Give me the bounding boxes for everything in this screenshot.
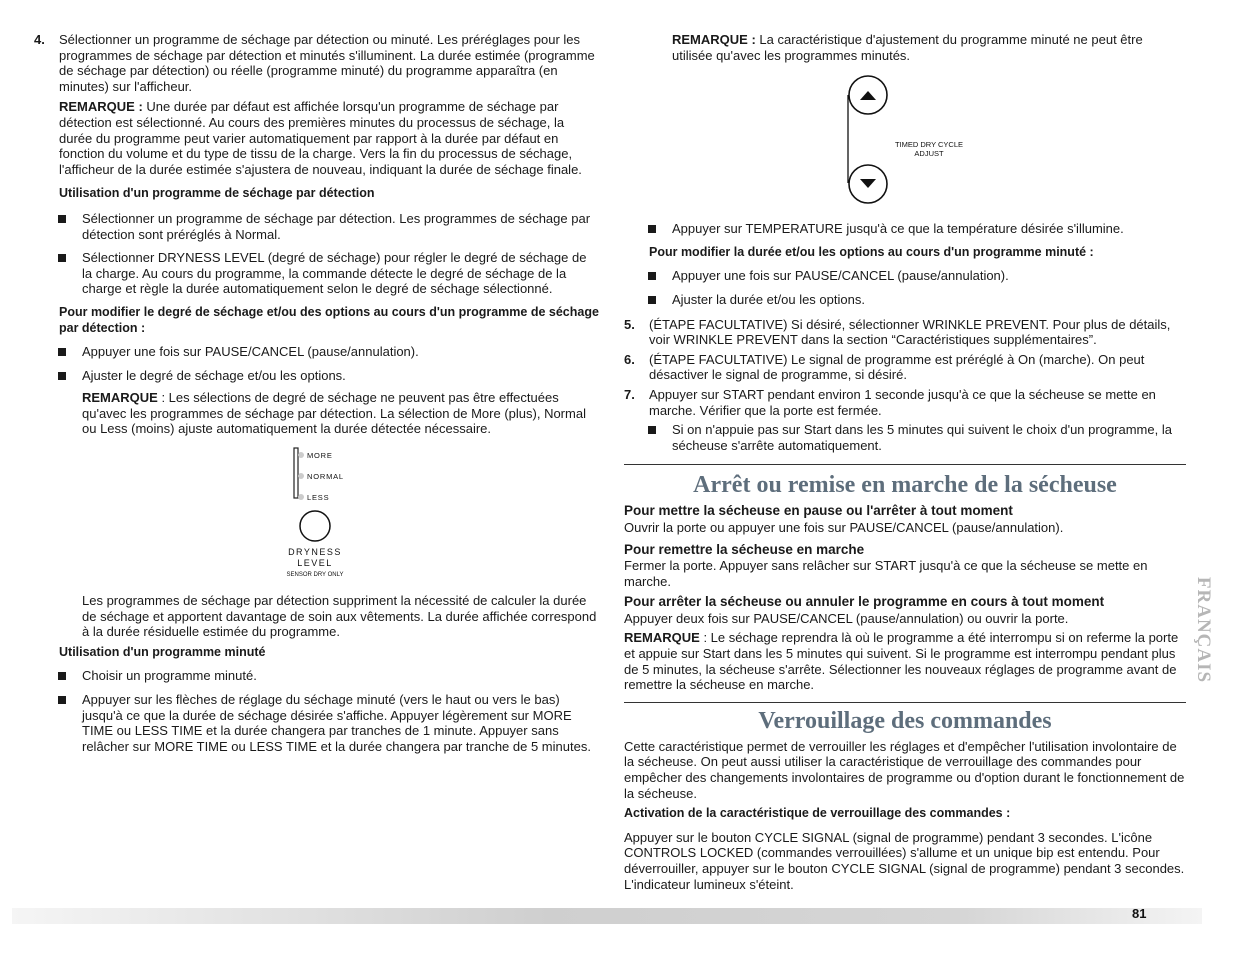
list-item: Appuyer sur TEMPERATURE jusqu'à ce que la température désirée s'illumine. xyxy=(624,221,1186,237)
stop-heading: Pour arrêter la sécheuse ou annuler le programme en cours à tout moment xyxy=(624,594,1105,610)
option-less: LESS xyxy=(307,493,330,503)
option-normal: NORMAL xyxy=(307,472,344,482)
step-6 xyxy=(624,352,1186,383)
footer-bar xyxy=(12,908,1202,924)
led-less xyxy=(298,494,304,500)
note-label: REMARQUE xyxy=(82,390,158,406)
step-text: Appuyer sur START pendant environ 1 seconde jusqu'à ce que la sécheuse se mette en marche. Vérifier que la porte est fermée. xyxy=(649,386,1156,418)
note-text: La caractéristique d'ajustement du programme minuté ne peut être utilisée qu'avec les programmes minutés. xyxy=(672,32,1143,63)
step-number: 4. xyxy=(34,32,45,47)
timed-adjust-figure xyxy=(624,67,1186,217)
step-number: 6. xyxy=(624,351,635,367)
section-rule xyxy=(624,464,1186,465)
modify-timed-heading: Pour modifier la durée et/ou les options au cours d'un programme minuté : xyxy=(649,244,1094,259)
option-more: MORE xyxy=(307,451,333,461)
timed-heading: Utilisation d'un programme minuté xyxy=(59,644,266,659)
led-normal xyxy=(298,473,304,479)
note-paragraph xyxy=(59,99,599,177)
list-item: Sélectionner un programme de séchage par détection. Les programmes de séchage par détection sont préréglés à Normal. xyxy=(34,211,599,242)
page-number: 81 xyxy=(1132,906,1147,921)
dryness-level-button[interactable] xyxy=(300,511,330,541)
led-more xyxy=(298,452,304,458)
note-label: REMARQUE : xyxy=(59,99,143,115)
lock-text: Appuyer sur le bouton CYCLE SIGNAL (signal de programme) pendant 3 secondes. L'icône CONTROLS LOCKED (commandes verrouillées) s'allume et un unique bip est entendu. Pour déverrouiller, appuyer sur le bouton CYCLE SIGNAL (signal de programme) pendant 3 secondes. L'indicateur lumineux s'éteint. xyxy=(624,829,1185,892)
list-item: Si on n'appuie pas sur Start dans les 5 minutes qui suivent le choix d'un programme, la sécheuse s'arrête automatiquement. xyxy=(624,422,1186,453)
step-5 xyxy=(624,317,1186,348)
stop-text: Appuyer deux fois sur PAUSE/CANCEL (pause/annulation) ou ouvrir la porte. xyxy=(624,610,1069,626)
dryness-bracket xyxy=(294,448,298,498)
step-number: 5. xyxy=(624,316,635,332)
button-label-dryness: DRYNESS xyxy=(288,547,342,558)
left-column xyxy=(34,32,599,754)
timed-label-1: TIMED DRY CYCLE xyxy=(894,140,964,150)
right-column xyxy=(624,32,1186,892)
step-7 xyxy=(624,387,1186,418)
pause-text: Ouvrir la porte ou appuyer une fois sur PAUSE/CANCEL (pause/annulation). xyxy=(624,519,1064,535)
button-sub-label: SENSOR DRY ONLY xyxy=(286,572,344,579)
button-label-level: LEVEL xyxy=(297,558,333,569)
section-title-stop-restart: Arrêt ou remise en marche de la sécheuse xyxy=(693,472,1117,499)
sensor-heading: Utilisation d'un programme de séchage par détection xyxy=(59,186,375,201)
sensor-paragraph: Les programmes de séchage par détection suppriment la nécessité de calculer la durée de séchage et apportent davantage de soin aux vêtements. La durée affichée correspond à la durée résiduelle estimée du programme. xyxy=(82,593,597,640)
pause-heading: Pour mettre la sécheuse en pause ou l'arrêter à tout moment xyxy=(624,503,1013,519)
step-number: 7. xyxy=(624,386,635,402)
lock-heading: Activation de la caractéristique de verrouillage des commandes : xyxy=(624,806,1011,821)
note-label: REMARQUE : xyxy=(672,32,756,47)
note-paragraph xyxy=(624,32,1186,63)
list-item: Ajuster le degré de séchage et/ou les options. xyxy=(34,368,599,384)
dryness-level-figure xyxy=(34,445,599,585)
step-text: (ÉTAPE FACULTATIVE) Si désiré, sélectionner WRINKLE PREVENT. Pour plus de détails, voir WRINKLE PREVENT dans la section “Caractéristiques supplémentaires”. xyxy=(649,316,1171,348)
restart-text: Fermer la porte. Appuyer sans relâcher sur START jusqu'à ce que la sécheuse se mette en marche. xyxy=(624,558,1148,589)
list-item: Appuyer une fois sur PAUSE/CANCEL (pause/annulation). xyxy=(34,344,599,360)
dryness-level-diagram xyxy=(34,445,599,585)
note-text: : Le séchage reprendra là où le programme a été interrompu si on referme la porte et appuie sur Start dans les 5 minutes qui suivent. Si le programme est interrompu pendant plus de 5 minutes, la sécheuse s'arrête. Sélectionner les nouveaux réglages de programme avant de remettre la sécheuse en marche. xyxy=(624,630,1179,693)
list-item: Ajuster la durée et/ou les options. xyxy=(624,292,1186,308)
note-text: Une durée par défaut est affichée lorsqu'un programme de séchage par détection est sélectionné. Au cours des premières minutes du processus de séchage, la durée du programme peut varier automatiquement par rapport à la durée par défaut en fonction du volume et du type de tissu de la charge. Vers la fin du processus de séchage, l'afficheur de la durée estimée s'ajustera de nouveau, indiquant la durée de séchage finale. xyxy=(59,99,582,177)
modify-heading: Pour modifier le degré de séchage et/ou des options au cours d'un programme de séchage par détection : xyxy=(59,304,599,335)
list-item: Choisir un programme minuté. xyxy=(34,668,599,684)
timed-adjust-diagram xyxy=(624,67,1186,217)
section-rule xyxy=(624,702,1186,703)
list-item: Sélectionner DRYNESS LEVEL (degré de séchage) pour régler le degré de séchage de la charge. Au cours du programme, la commande détecte le degré de séchage de la charge et règle la durée automatiquement selon le degré de séchage sélectionné. xyxy=(34,250,599,297)
list-item: Appuyer une fois sur PAUSE/CANCEL (pause/annulation). xyxy=(624,268,1186,284)
restart-heading: Pour remettre la sécheuse en marche xyxy=(624,541,865,557)
note-label: REMARQUE xyxy=(624,630,700,646)
note-paragraph xyxy=(34,390,599,437)
note-text: : Les sélections de degré de séchage ne peuvent pas être effectuées qu'avec les programmes de séchage par détection. La sélection de More (plus), Normal ou Less (moins) ajuste automatiquement la durée détectée nécessaire. xyxy=(82,390,586,437)
step-4 xyxy=(34,32,599,177)
lock-intro: Cette caractéristique permet de verrouiller les réglages et d'empêcher l'utilisation involontaire de la sécheuse. On peut aussi utiliser la caractéristique de verrouillage des commandes pour empêcher des changements involontaires de programme ou d'option durant le fonctionnement de la sécheuse. xyxy=(624,738,1185,801)
list-item: Appuyer sur les flèches de réglage du séchage minuté (vers le haut ou vers le bas) jusqu'à ce que la durée de séchage désirée s'affiche. Appuyer légèrement sur MORE TIME ou LESS TIME et la durée changera par tranches de 1 minute. Appuyer sans relâcher sur MORE TIME ou LESS TIME et la durée changera par tranche de 5 minutes. xyxy=(34,692,599,754)
language-side-tab xyxy=(1188,572,1218,687)
section-title-controls-lock: Verrouillage des commandes xyxy=(758,707,1052,734)
timed-label-2: ADJUST xyxy=(914,149,944,159)
language-label: FRANÇAIS xyxy=(1193,576,1214,683)
step-text: (ÉTAPE FACULTATIVE) Le signal de programme est préréglé à On (marche). On peut désactiver le signal de programme, si désiré. xyxy=(649,351,1145,383)
step-text: Sélectionner un programme de séchage par détection ou minuté. Les préréglages pour les programmes de séchage par détection et minutés s'illuminent. La durée estimée (programme de séchage par détection) ou réelle (programme minuté) du programme apparaîtra (en minutes) sur l'afficheur. xyxy=(59,32,595,94)
stop-note xyxy=(624,630,1186,692)
